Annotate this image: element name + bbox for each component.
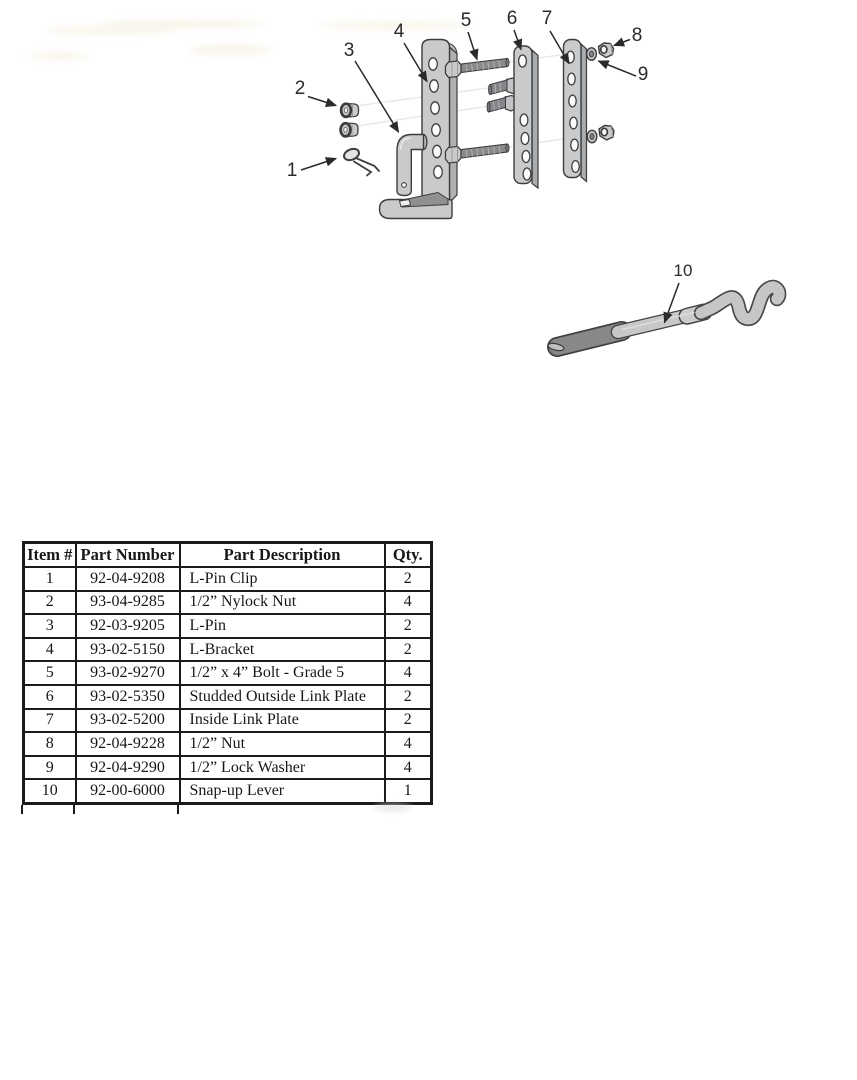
studded-outside-link-plate-drawing [514,46,538,188]
snap-up-lever-drawing [547,287,779,352]
foot-slot [400,200,411,207]
bolt-drawing-top [446,59,510,78]
cell-part-number: 92-04-9208 [76,567,180,591]
table-row [24,661,432,685]
cell-qty: 2 [385,709,432,733]
table-row [24,638,432,662]
table-cutoff-stub [21,805,23,814]
cell-description: 1/2” Nut [180,732,385,756]
cell-item: 10 [24,779,76,803]
callout-label-3: 3 [343,40,355,61]
callout-label-10: 10 [673,261,693,280]
nut-washer-drawing-bottom [587,126,614,143]
cell-description: 1/2” Nylock Nut [180,591,385,615]
cell-description: Inside Link Plate [180,709,385,733]
cell-description: Studded Outside Link Plate [180,685,385,709]
table-row [24,756,432,780]
cell-qty: 4 [385,756,432,780]
cell-description: L-Bracket [180,638,385,662]
bolt-drawing-bottom [446,144,510,163]
cell-part-number: 93-02-9270 [76,661,180,685]
cell-description: Snap-up Lever [180,779,385,803]
leader-5 [468,32,477,60]
leader-2 [308,97,336,106]
cell-qty: 4 [385,591,432,615]
callout-label-2: 2 [294,78,306,99]
callout-label-4: 4 [393,21,405,42]
cell-item: 8 [24,732,76,756]
cell-description: L-Pin Clip [180,567,385,591]
cell-item: 7 [24,709,76,733]
cell-item: 4 [24,638,76,662]
leader-3 [355,61,399,132]
cell-qty: 2 [385,685,432,709]
cell-qty: 4 [385,732,432,756]
leader-9 [599,61,637,76]
cell-part-number: 92-04-9290 [76,756,180,780]
cell-part-number: 92-00-6000 [76,779,180,803]
cell-qty: 1 [385,779,432,803]
table-header-row [24,543,432,568]
leader-8 [614,40,630,46]
table-cutoff-stub [73,805,75,814]
col-header-part-description: Part Description [180,543,385,568]
table-row [24,567,432,591]
callout-label-6: 6 [506,8,518,29]
cell-item: 2 [24,591,76,615]
nut-washer-drawing-top [587,43,614,60]
table-row [24,709,432,733]
cell-description: 1/2” x 4” Bolt - Grade 5 [180,661,385,685]
table-row [24,685,432,709]
cell-part-number: 92-04-9228 [76,732,180,756]
parts-table [22,541,433,805]
cell-item: 6 [24,685,76,709]
cell-item: 5 [24,661,76,685]
cell-item: 9 [24,756,76,780]
callout-label-7: 7 [541,8,553,29]
col-header-qty: Qty. [385,543,432,568]
cell-qty: 2 [385,614,432,638]
callout-label-8: 8 [631,25,643,46]
cell-description: 1/2” Lock Washer [180,756,385,780]
cell-item: 1 [24,567,76,591]
col-header-part-number: Part Number [76,543,180,568]
faded-artifact [374,803,412,812]
table-cutoff-stub [177,805,179,814]
table-row [24,732,432,756]
table-row [24,614,432,638]
table-row [24,779,432,803]
leader-1 [301,159,336,171]
cell-qty: 4 [385,661,432,685]
cell-part-number: 92-03-9205 [76,614,180,638]
cell-qty: 2 [385,567,432,591]
cell-item: 3 [24,614,76,638]
cell-description: L-Pin [180,614,385,638]
l-pin-clip-drawing [342,147,379,176]
nylock-nuts-drawing [341,104,359,137]
callout-label-9: 9 [637,64,649,85]
callout-label-1: 1 [286,160,298,181]
cell-qty: 2 [385,638,432,662]
cell-part-number: 93-02-5350 [76,685,180,709]
table-row [24,591,432,615]
cell-part-number: 93-02-5200 [76,709,180,733]
callout-label-5: 5 [460,10,472,31]
cell-part-number: 93-04-9285 [76,591,180,615]
cell-part-number: 93-02-5150 [76,638,180,662]
exploded-parts-diagram [0,0,857,450]
col-header-item: Item # [24,543,76,568]
callout-leader-lines [301,30,679,323]
